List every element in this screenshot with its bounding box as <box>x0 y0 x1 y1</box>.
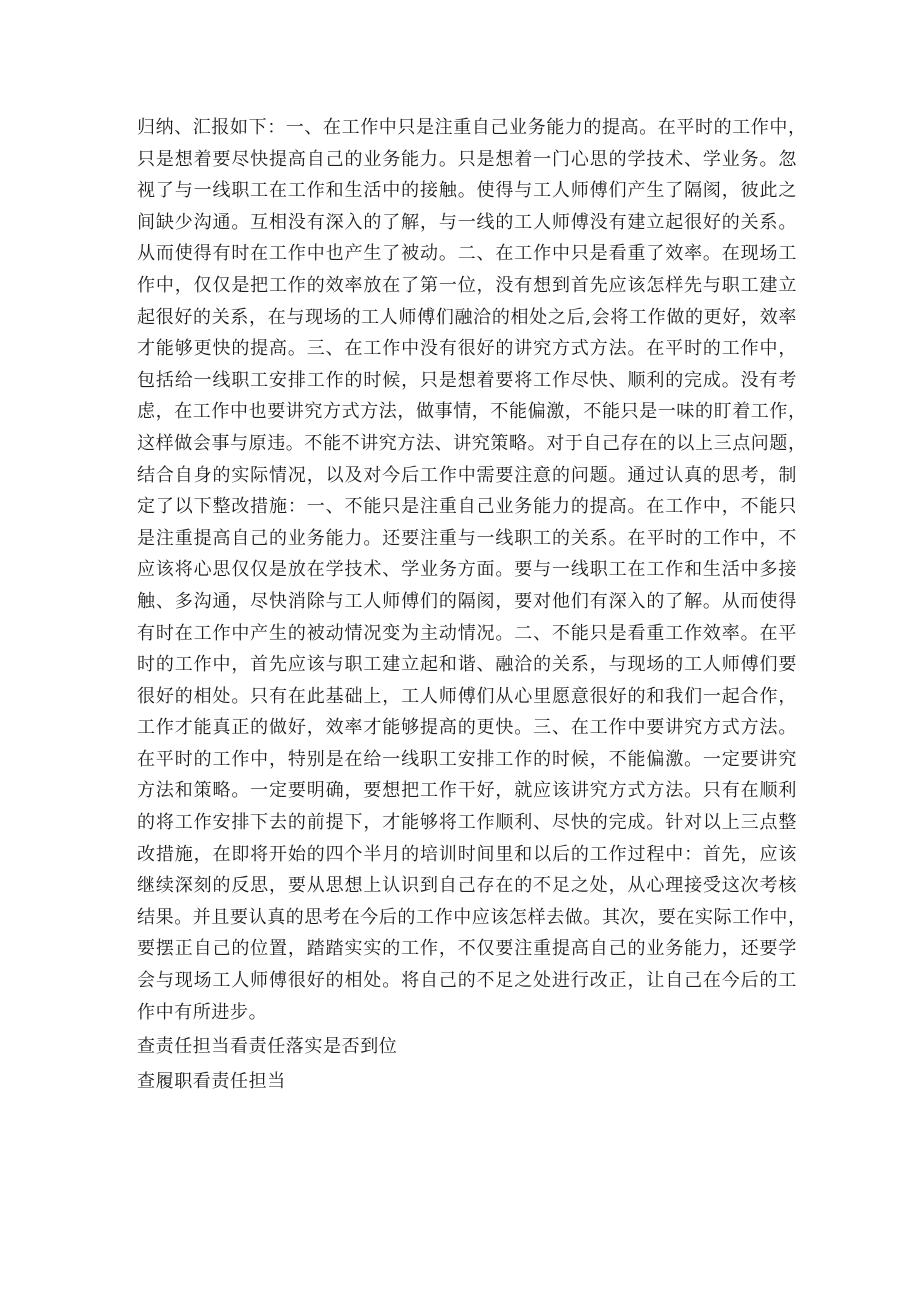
paragraph-line: 要摆正自己的位置，踏踏实实的工作，不仅要注重提高自己的业务能力，还要学 <box>137 938 797 960</box>
paragraph-line: 是注重提高自己的业务能力。还要注重与一线职工的关系。在平时的工作中，不 <box>137 527 797 549</box>
heading-duty-performance: 查履职看责任担当 <box>137 1070 286 1092</box>
paragraph-line: 有时在工作中产生的被动情况变为主动情况。二、不能只是看重工作效率。在平 <box>137 622 797 644</box>
paragraph-line: 方法和策略。一定要明确，要想把工作干好，就应该讲究方式方法。只有在顺利 <box>137 780 797 802</box>
paragraph <box>137 112 807 1028</box>
paragraph-line: 虑，在工作中也要讲究方式方法，做事情，不能偏激，不能只是一味的盯着工作， <box>137 401 807 423</box>
paragraph-line: 作中，仅仅是把工作的效率放在了第一位，没有想到首先应该怎样先与职工建立 <box>137 274 797 296</box>
paragraph-line: 在平时的工作中，特别是在给一线职工安排工作的时候，不能偏激。一定要讲究 <box>137 748 797 770</box>
paragraph-line: 归纳、汇报如下：一、在工作中只是注重自己业务能力的提高。在平时的工作中， <box>137 117 807 138</box>
paragraph-line: 只是想着要尽快提高自己的业务能力。只是想着一门心思的学技术、学业务。忽 <box>137 148 797 170</box>
heading-responsibility-implementation: 查责任担当看责任落实是否到位 <box>137 1036 398 1058</box>
paragraph-line: 应该将心思仅仅是放在学技术、学业务方面。要与一线职工在工作和生活中多接 <box>137 559 797 581</box>
paragraph-line: 间缺少沟通。互相没有深入的了解，与一线的工人师傅没有建立起很好的关系。 <box>137 211 797 233</box>
paragraph-line: 从而使得有时在工作中也产生了被动。二、在工作中只是看重了效率。在现场工 <box>137 243 797 265</box>
paragraph-line: 起很好的关系，在与现场的工人师傅们融洽的相处之后,会将工作做的更好，效率 <box>137 306 797 328</box>
paragraph-line: 会与现场工人师傅很好的相处。将自己的不足之处进行改正，让自己在今后的工 <box>137 970 797 992</box>
document-body <box>137 112 807 1097</box>
paragraph-line: 时的工作中，首先应该与职工建立起和谐、融洽的关系，与现场的工人师傅们要 <box>137 654 797 676</box>
paragraph-line: 结果。并且要认真的思考在今后的工作中应该怎样去做。其次，要在实际工作中， <box>137 906 807 928</box>
paragraph-line: 工作才能真正的做好，效率才能够提高的更快。三、在工作中要讲究方式方法。 <box>137 717 797 739</box>
paragraph-line: 这样做会事与原违。不能不讲究方法、讲究策略。对于自己存在的以上三点问题， <box>137 432 807 454</box>
paragraph-last-line: 作中有所进步。 <box>137 1001 268 1023</box>
paragraph-line: 很好的相处。只有在此基础上，工人师傅们从心里愿意很好的和我们一起合作， <box>137 685 797 707</box>
paragraph-line: 结合自身的实际情况，以及对今后工作中需要注意的问题。通过认真的思考，制 <box>137 464 797 486</box>
paragraph-line: 的将工作安排下去的前提下，才能够将工作顺利、尽快的完成。针对以上三点整 <box>137 812 797 834</box>
paragraph-line: 触、多沟通，尽快消除与工人师傅们的隔阂，要对他们有深入的了解。从而使得 <box>137 590 797 612</box>
paragraph-line: 改措施，在即将开始的四个半月的培训时间里和以后的工作过程中：首先，应该 <box>137 843 797 865</box>
paragraph-line: 定了以下整改措施：一、不能只是注重自己业务能力的提高。在工作中，不能只 <box>137 496 797 518</box>
paragraph-line: 继续深刻的反思，要从思想上认识到自己存在的不足之处，从心理接受这次考核 <box>137 875 797 897</box>
paragraph-line: 才能够更快的提高。三、在工作中没有很好的讲究方式方法。在平时的工作中， <box>137 338 797 360</box>
paragraph-line: 包括给一线职工安排工作的时候，只是想着要将工作尽快、顺利的完成。没有考 <box>137 369 797 391</box>
paragraph-line: 视了与一线职工在工作和生活中的接触。使得与工人师傅们产生了隔阂，彼此之 <box>137 180 797 202</box>
